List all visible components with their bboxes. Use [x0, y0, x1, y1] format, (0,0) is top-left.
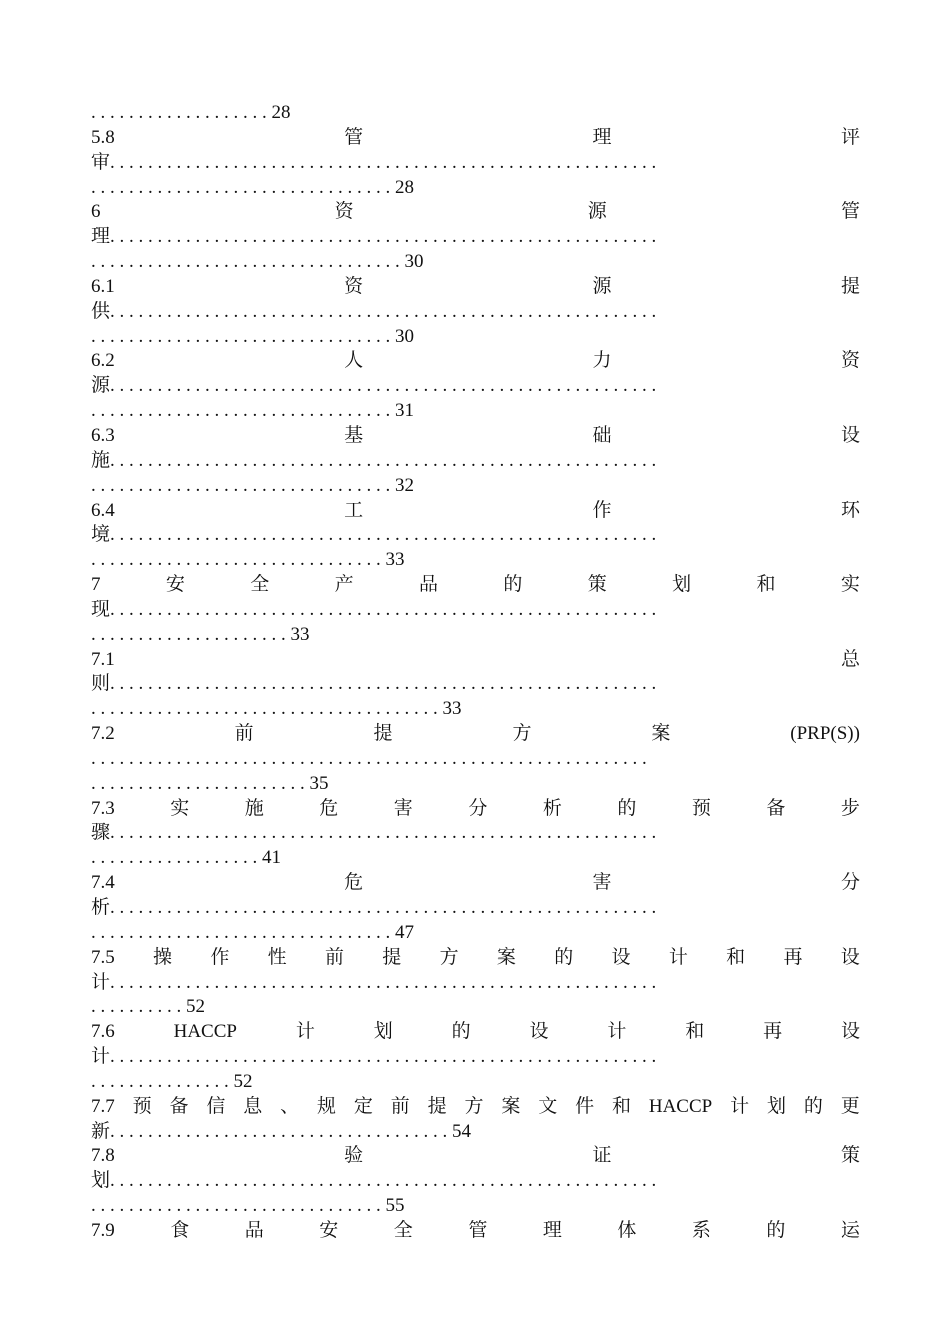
section-number: 5.8 — [91, 126, 115, 148]
dot-leader: . . . . . . . . . . . . . . . . . . . . . . . . . . . . . . . . . — [91, 251, 405, 273]
toc-entry-title-line — [91, 573, 860, 598]
section-number: 7.3 — [91, 797, 115, 819]
dot-leader: . . . . . . . . . . . . . . . . . . . . . . . . . . . . . . . . — [91, 325, 395, 347]
toc-entry-title-line — [91, 275, 860, 300]
title-word: (PRP(S)) — [790, 723, 860, 745]
toc-leader-line — [91, 101, 860, 126]
title-word: 人 — [344, 350, 364, 372]
title-word: 更 — [840, 1095, 860, 1117]
title-word: 划 — [672, 574, 692, 596]
title-word: 害 — [592, 872, 612, 894]
title-word: 资 — [334, 201, 354, 223]
title-word: 提 — [373, 723, 393, 745]
title-word: HACCP — [173, 1021, 237, 1043]
title-word: HACCP — [648, 1095, 713, 1117]
title-word: 文 — [538, 1095, 558, 1117]
title-word: 提 — [382, 946, 402, 968]
dot-leader: . . . . . . . . . . . . . . . . . . . . . . . . . . . . . . . . — [91, 474, 395, 496]
toc-leader-line — [91, 1120, 860, 1145]
title-word: 的 — [766, 1219, 786, 1241]
page-number: 31 — [395, 400, 414, 422]
title-word: 策 — [840, 1145, 860, 1167]
title-word: 再 — [783, 946, 803, 968]
title-word: 定 — [353, 1095, 373, 1117]
page-number: 33 — [385, 549, 405, 571]
toc-entry-title-line — [91, 424, 860, 449]
title-word: 证 — [592, 1145, 612, 1167]
section-number: 7.9 — [91, 1219, 115, 1241]
toc-entry-title-line — [91, 126, 860, 151]
dot-leader: 划. . . . . . . . . . . . . . . . . . . . . . . . . . . . . . . . . . . . . . . . . . . . . . . . . . . . . . . . . . — [91, 1170, 657, 1192]
title-word: 的 — [451, 1021, 471, 1043]
dot-leader: 骤. . . . . . . . . . . . . . . . . . . . . . . . . . . . . . . . . . . . . . . . . . . . . . . . . . . . . . . . . . — [91, 822, 657, 844]
page-number: 54 — [452, 1120, 472, 1142]
title-word: 实 — [840, 574, 860, 596]
toc-entry-title-line — [91, 1020, 860, 1045]
section-number: 7.5 — [91, 946, 115, 968]
title-word: 危 — [344, 872, 364, 894]
title-word: 方 — [439, 946, 459, 968]
dot-leader: 境. . . . . . . . . . . . . . . . . . . . . . . . . . . . . . . . . . . . . . . . . . . . . . . . . . . . . . . . . . — [91, 524, 657, 546]
toc-entry-title-line — [91, 722, 860, 747]
toc-leader-line — [91, 995, 860, 1020]
toc-leader-line — [91, 474, 860, 499]
title-word: 息 — [243, 1095, 263, 1117]
toc-leader-line — [91, 399, 860, 424]
dot-leader: . . . . . . . . . . . . . . . . . . . . . . . . . . . . . . . — [91, 1195, 386, 1217]
title-word: 危 — [319, 797, 339, 819]
page-number: 28 — [395, 176, 414, 198]
dot-leader: 则. . . . . . . . . . . . . . . . . . . . . . . . . . . . . . . . . . . . . . . . . . . . . . . . . . . . . . . . . . — [91, 673, 657, 695]
title-word: 验 — [344, 1145, 364, 1167]
toc-entry-title-line — [91, 200, 860, 225]
dot-leader: . . . . . . . . . . . . . . . . . . . . . . . — [91, 772, 310, 794]
title-word: 管 — [840, 201, 860, 223]
title-word: 设 — [840, 1021, 860, 1043]
title-word: 品 — [418, 574, 438, 596]
title-word: 安 — [319, 1219, 339, 1241]
page-number: 32 — [395, 474, 414, 496]
dot-leader: . . . . . . . . . . . . . . . . . . . . . . . . . . . . . . . . . . . . . . . . . . . . . . . . . . . . . . . . . . . — [91, 747, 647, 769]
section-number: 7.6 — [91, 1021, 115, 1043]
page-number: 52 — [186, 996, 205, 1018]
title-word: 全 — [250, 574, 270, 596]
section-number: 7.2 — [91, 723, 115, 745]
page-number: 41 — [262, 847, 281, 869]
toc-leader-line — [91, 697, 860, 722]
title-word: 作 — [592, 499, 612, 521]
title-word: 总 — [840, 648, 860, 670]
title-word: 理 — [592, 126, 612, 148]
title-word: 产 — [334, 574, 354, 596]
title-word: 运 — [840, 1219, 860, 1241]
title-word: 提 — [840, 275, 860, 297]
title-word: 备 — [766, 797, 786, 819]
page-number: 33 — [290, 623, 310, 645]
toc-leader-line — [91, 623, 860, 648]
title-word: 设 — [840, 424, 860, 446]
toc-leader-line — [91, 325, 860, 350]
dot-leader: 析. . . . . . . . . . . . . . . . . . . . . . . . . . . . . . . . . . . . . . . . . . . . . . . . . . . . . . . . . . — [91, 897, 657, 918]
title-word: 资 — [344, 275, 364, 297]
toc-leader-line — [91, 1169, 860, 1194]
title-word: 分 — [840, 872, 860, 894]
toc-entry-title-line — [91, 1219, 860, 1244]
dot-leader: 源. . . . . . . . . . . . . . . . . . . . . . . . . . . . . . . . . . . . . . . . . . . . . . . . . . . . . . . . . . — [91, 375, 657, 397]
page-number: 47 — [395, 921, 414, 943]
dot-leader: . . . . . . . . . . . . . . . . . . . . . — [91, 623, 291, 645]
title-word: 和 — [611, 1095, 631, 1117]
title-word: 操 — [153, 946, 173, 968]
dot-leader: . . . . . . . . . . — [91, 996, 186, 1018]
toc-leader-line — [91, 225, 860, 250]
title-word: 前 — [390, 1095, 410, 1117]
dot-leader: . . . . . . . . . . . . . . . — [91, 1070, 234, 1092]
title-word: 品 — [244, 1219, 264, 1241]
toc-leader-line — [91, 896, 860, 921]
dot-leader: . . . . . . . . . . . . . . . . . . . . . . . . . . . . . . . . — [91, 921, 395, 943]
title-word: 设 — [611, 946, 631, 968]
toc-entry-title-line — [91, 648, 860, 673]
title-word: 环 — [840, 499, 860, 521]
title-word: 安 — [165, 574, 185, 596]
title-word: 的 — [503, 574, 523, 596]
toc-entry-title-line — [91, 499, 860, 524]
toc-leader-line — [91, 921, 860, 946]
toc-entry-title-line — [91, 1144, 860, 1169]
page-number: 30 — [395, 325, 414, 347]
title-word: 和 — [756, 574, 776, 596]
title-word: 信 — [206, 1095, 226, 1117]
toc-leader-line — [91, 1070, 860, 1095]
page-number: 33 — [442, 698, 462, 720]
toc-leader-line — [91, 971, 860, 996]
title-word: 源 — [587, 201, 607, 223]
toc-entry-title-line — [91, 1095, 860, 1120]
title-word: 析 — [542, 797, 562, 819]
title-word: 管 — [468, 1219, 488, 1241]
section-number: 6.3 — [91, 424, 115, 446]
toc-leader-line — [91, 374, 860, 399]
title-word: 实 — [170, 797, 190, 819]
title-word: 计 — [607, 1021, 627, 1043]
dot-leader: 审. . . . . . . . . . . . . . . . . . . . . . . . . . . . . . . . . . . . . . . . . . . . . . . . . . . . . . . . . . — [91, 151, 657, 173]
dot-leader: . . . . . . . . . . . . . . . . . . . . . . . . . . . . . . . — [91, 549, 386, 571]
title-word: 再 — [763, 1021, 783, 1043]
dot-leader: 计. . . . . . . . . . . . . . . . . . . . . . . . . . . . . . . . . . . . . . . . . . . . . . . . . . . . . . . . . . — [91, 1046, 657, 1068]
dot-leader: 理. . . . . . . . . . . . . . . . . . . . . . . . . . . . . . . . . . . . . . . . . . . . . . . . . . . . . . . . . . — [91, 226, 657, 248]
title-word: 前 — [324, 946, 344, 968]
page-number: 30 — [404, 251, 424, 273]
page-number: 35 — [309, 772, 329, 794]
title-word: 、 — [280, 1095, 300, 1117]
title-word: 提 — [427, 1095, 447, 1117]
title-word: 案 — [496, 946, 516, 968]
title-word: 全 — [393, 1219, 413, 1241]
toc-leader-line — [91, 1045, 860, 1070]
toc-leader-line — [91, 176, 860, 201]
title-word: 性 — [267, 946, 287, 968]
dot-leader: 施. . . . . . . . . . . . . . . . . . . . . . . . . . . . . . . . . . . . . . . . . . . . . . . . . . . . . . . . . . — [91, 449, 657, 471]
dot-leader: . . . . . . . . . . . . . . . . . . . . . . . . . . . . . . . . — [91, 176, 395, 198]
title-word: 计 — [668, 946, 688, 968]
toc-leader-line — [91, 1194, 860, 1219]
toc-leader-line — [91, 449, 860, 474]
toc-page — [91, 101, 860, 1244]
page-number: 28 — [271, 102, 291, 123]
section-number: 6 — [91, 201, 101, 223]
toc-leader-line — [91, 250, 860, 275]
title-word: 案 — [501, 1095, 521, 1117]
section-number: 7.4 — [91, 872, 115, 894]
title-word: 前 — [234, 723, 254, 745]
dot-leader: . . . . . . . . . . . . . . . . . . . — [91, 102, 272, 123]
title-word: 的 — [617, 797, 637, 819]
title-word: 划 — [766, 1095, 786, 1117]
title-word: 计 — [295, 1021, 315, 1043]
title-word: 系 — [691, 1219, 711, 1241]
section-number: 7.8 — [91, 1145, 115, 1167]
title-word: 和 — [726, 946, 746, 968]
title-word: 的 — [554, 946, 574, 968]
title-word: 资 — [840, 350, 860, 372]
dot-leader: 新. . . . . . . . . . . . . . . . . . . . . . . . . . . . . . . . . . . . — [91, 1120, 453, 1142]
toc-leader-line — [91, 598, 860, 623]
dot-leader: . . . . . . . . . . . . . . . . . . . . . . . . . . . . . . . . . . . . . — [91, 698, 443, 720]
title-word: 工 — [344, 499, 364, 521]
title-word: 设 — [840, 946, 860, 968]
dot-leader: . . . . . . . . . . . . . . . . . . . . . . . . . . . . . . . . — [91, 400, 395, 422]
toc-leader-line — [91, 821, 860, 846]
title-word: 策 — [587, 574, 607, 596]
title-word: 评 — [840, 126, 860, 148]
title-word: 设 — [529, 1021, 549, 1043]
title-word: 力 — [592, 350, 612, 372]
toc-leader-line — [91, 672, 860, 697]
title-word: 管 — [344, 126, 364, 148]
title-word: 作 — [210, 946, 230, 968]
title-word: 案 — [651, 723, 671, 745]
section-number: 6.2 — [91, 350, 115, 372]
title-word: 的 — [803, 1095, 823, 1117]
dot-leader: 现. . . . . . . . . . . . . . . . . . . . . . . . . . . . . . . . . . . . . . . . . . . . . . . . . . . . . . . . . . — [91, 598, 657, 620]
toc-leader-line — [91, 151, 860, 176]
title-word: 方 — [512, 723, 532, 745]
title-word: 件 — [575, 1095, 595, 1117]
section-number: 7.7 — [91, 1095, 115, 1117]
toc-entry-title-line — [91, 797, 860, 822]
section-number: 6.4 — [91, 499, 115, 521]
title-word: 源 — [592, 275, 612, 297]
title-word: 食 — [170, 1219, 190, 1241]
title-word: 方 — [464, 1095, 484, 1117]
title-word: 预 — [132, 1095, 152, 1117]
title-word: 体 — [617, 1219, 637, 1241]
toc-entry-title-line — [91, 946, 860, 971]
title-word: 施 — [244, 797, 264, 819]
title-word: 分 — [468, 797, 488, 819]
title-word: 预 — [691, 797, 711, 819]
title-word: 和 — [685, 1021, 705, 1043]
title-word: 计 — [730, 1095, 750, 1117]
section-number: 7.1 — [91, 648, 115, 670]
toc-leader-line — [91, 846, 860, 871]
dot-leader: . . . . . . . . . . . . . . . . . . — [91, 847, 262, 869]
title-word: 基 — [344, 424, 364, 446]
title-word: 规 — [316, 1095, 336, 1117]
dot-leader: 计. . . . . . . . . . . . . . . . . . . . . . . . . . . . . . . . . . . . . . . . . . . . . . . . . . . . . . . . . . — [91, 971, 657, 993]
title-word: 础 — [592, 424, 612, 446]
section-number: 6.1 — [91, 275, 115, 297]
title-word: 理 — [542, 1219, 562, 1241]
page-number: 55 — [385, 1195, 405, 1217]
dot-leader: 供. . . . . . . . . . . . . . . . . . . . . . . . . . . . . . . . . . . . . . . . . . . . . . . . . . . . . . . . . . — [91, 300, 657, 322]
title-word: 划 — [373, 1021, 393, 1043]
title-word: 害 — [393, 797, 413, 819]
toc-entry-title-line — [91, 871, 860, 896]
section-number: 7 — [91, 574, 101, 596]
toc-leader-line — [91, 772, 860, 797]
toc-entry-title-line — [91, 349, 860, 374]
toc-leader-line — [91, 523, 860, 548]
title-word: 备 — [169, 1095, 189, 1117]
title-word: 步 — [840, 797, 860, 819]
page-number: 52 — [233, 1070, 253, 1092]
toc-leader-line — [91, 747, 860, 772]
toc-leader-line — [91, 548, 860, 573]
toc-leader-line — [91, 300, 860, 325]
